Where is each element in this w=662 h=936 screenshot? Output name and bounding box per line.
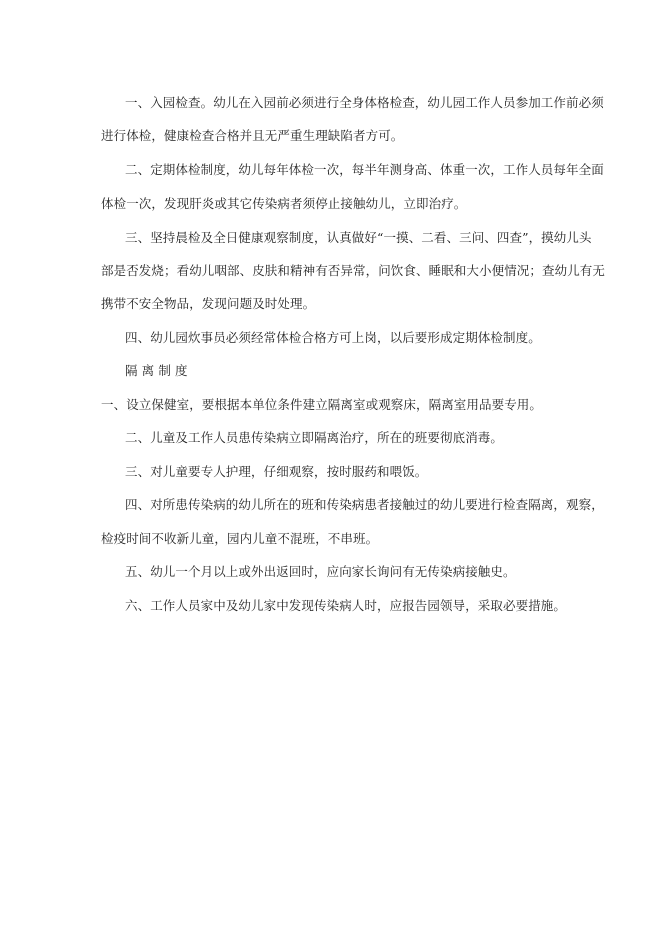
paragraph-isolation-6: 六、工作人员家中及幼儿家中发现传染病人时，应报告园领导，采取必要措施。: [125, 598, 567, 613]
paragraph-isolation-2: 二、儿童及工作人员患传染病立即隔离治疗，所在的班要彻底消毒。: [125, 430, 504, 445]
paragraph-entry-check-line-2: 进行体检，健康检查合格并且无严重生理缺陷者方可。: [101, 128, 404, 143]
paragraph-isolation-1: 一、设立保健室，要根据本单位条件建立隔离室或观察床，隔离室用品要专用。: [101, 397, 543, 412]
paragraph-periodic-exam-line-1: 二、定期体检制度，幼儿每年体检一次，每半年测身高、体重一次，工作人员每年全面: [125, 162, 604, 177]
paragraph-entry-check-line-1: 一、入园检查。幼儿在入园前必须进行全身体格检查，幼儿园工作人员参加工作前必须: [125, 95, 604, 110]
paragraph-morning-check-line-3: 携带不安全物品，发现问题及时处理。: [101, 296, 316, 311]
section-heading-isolation: 隔 离 制 度: [125, 363, 188, 378]
paragraph-isolation-4-line-1: 四、对所患传染病的幼儿所在的班和传染病患者接触过的幼儿要进行检查隔离，观察，: [125, 497, 604, 512]
paragraph-isolation-3: 三、对儿童要专人护理，仔细观察，按时服药和喂饭。: [125, 464, 428, 479]
paragraph-morning-check-line-2: 部是否发烧；看幼儿咽部、皮肤和精神有否异常，问饮食、睡眠和大小便情况；查幼儿有无: [101, 263, 606, 278]
paragraph-isolation-5: 五、幼儿一个月以上或外出返回时，应向家长询问有无传染病接触史。: [125, 564, 516, 579]
paragraph-cook-check-line-1: 四、幼儿园炊事员必须经常体检合格方可上岗，以后要形成定期体检制度。: [125, 330, 541, 345]
paragraph-isolation-4-line-2: 检疫时间不收新儿童，园内儿童不混班，不串班。: [101, 531, 379, 546]
paragraph-periodic-exam-line-2: 体检一次，发现肝炎或其它传染病者须停止接触幼儿，立即治疗。: [101, 196, 467, 211]
paragraph-morning-check-line-1: 三、坚持晨检及全日健康观察制度，认真做好“一摸、二看、三问、四查”，摸幼儿头: [125, 230, 592, 245]
